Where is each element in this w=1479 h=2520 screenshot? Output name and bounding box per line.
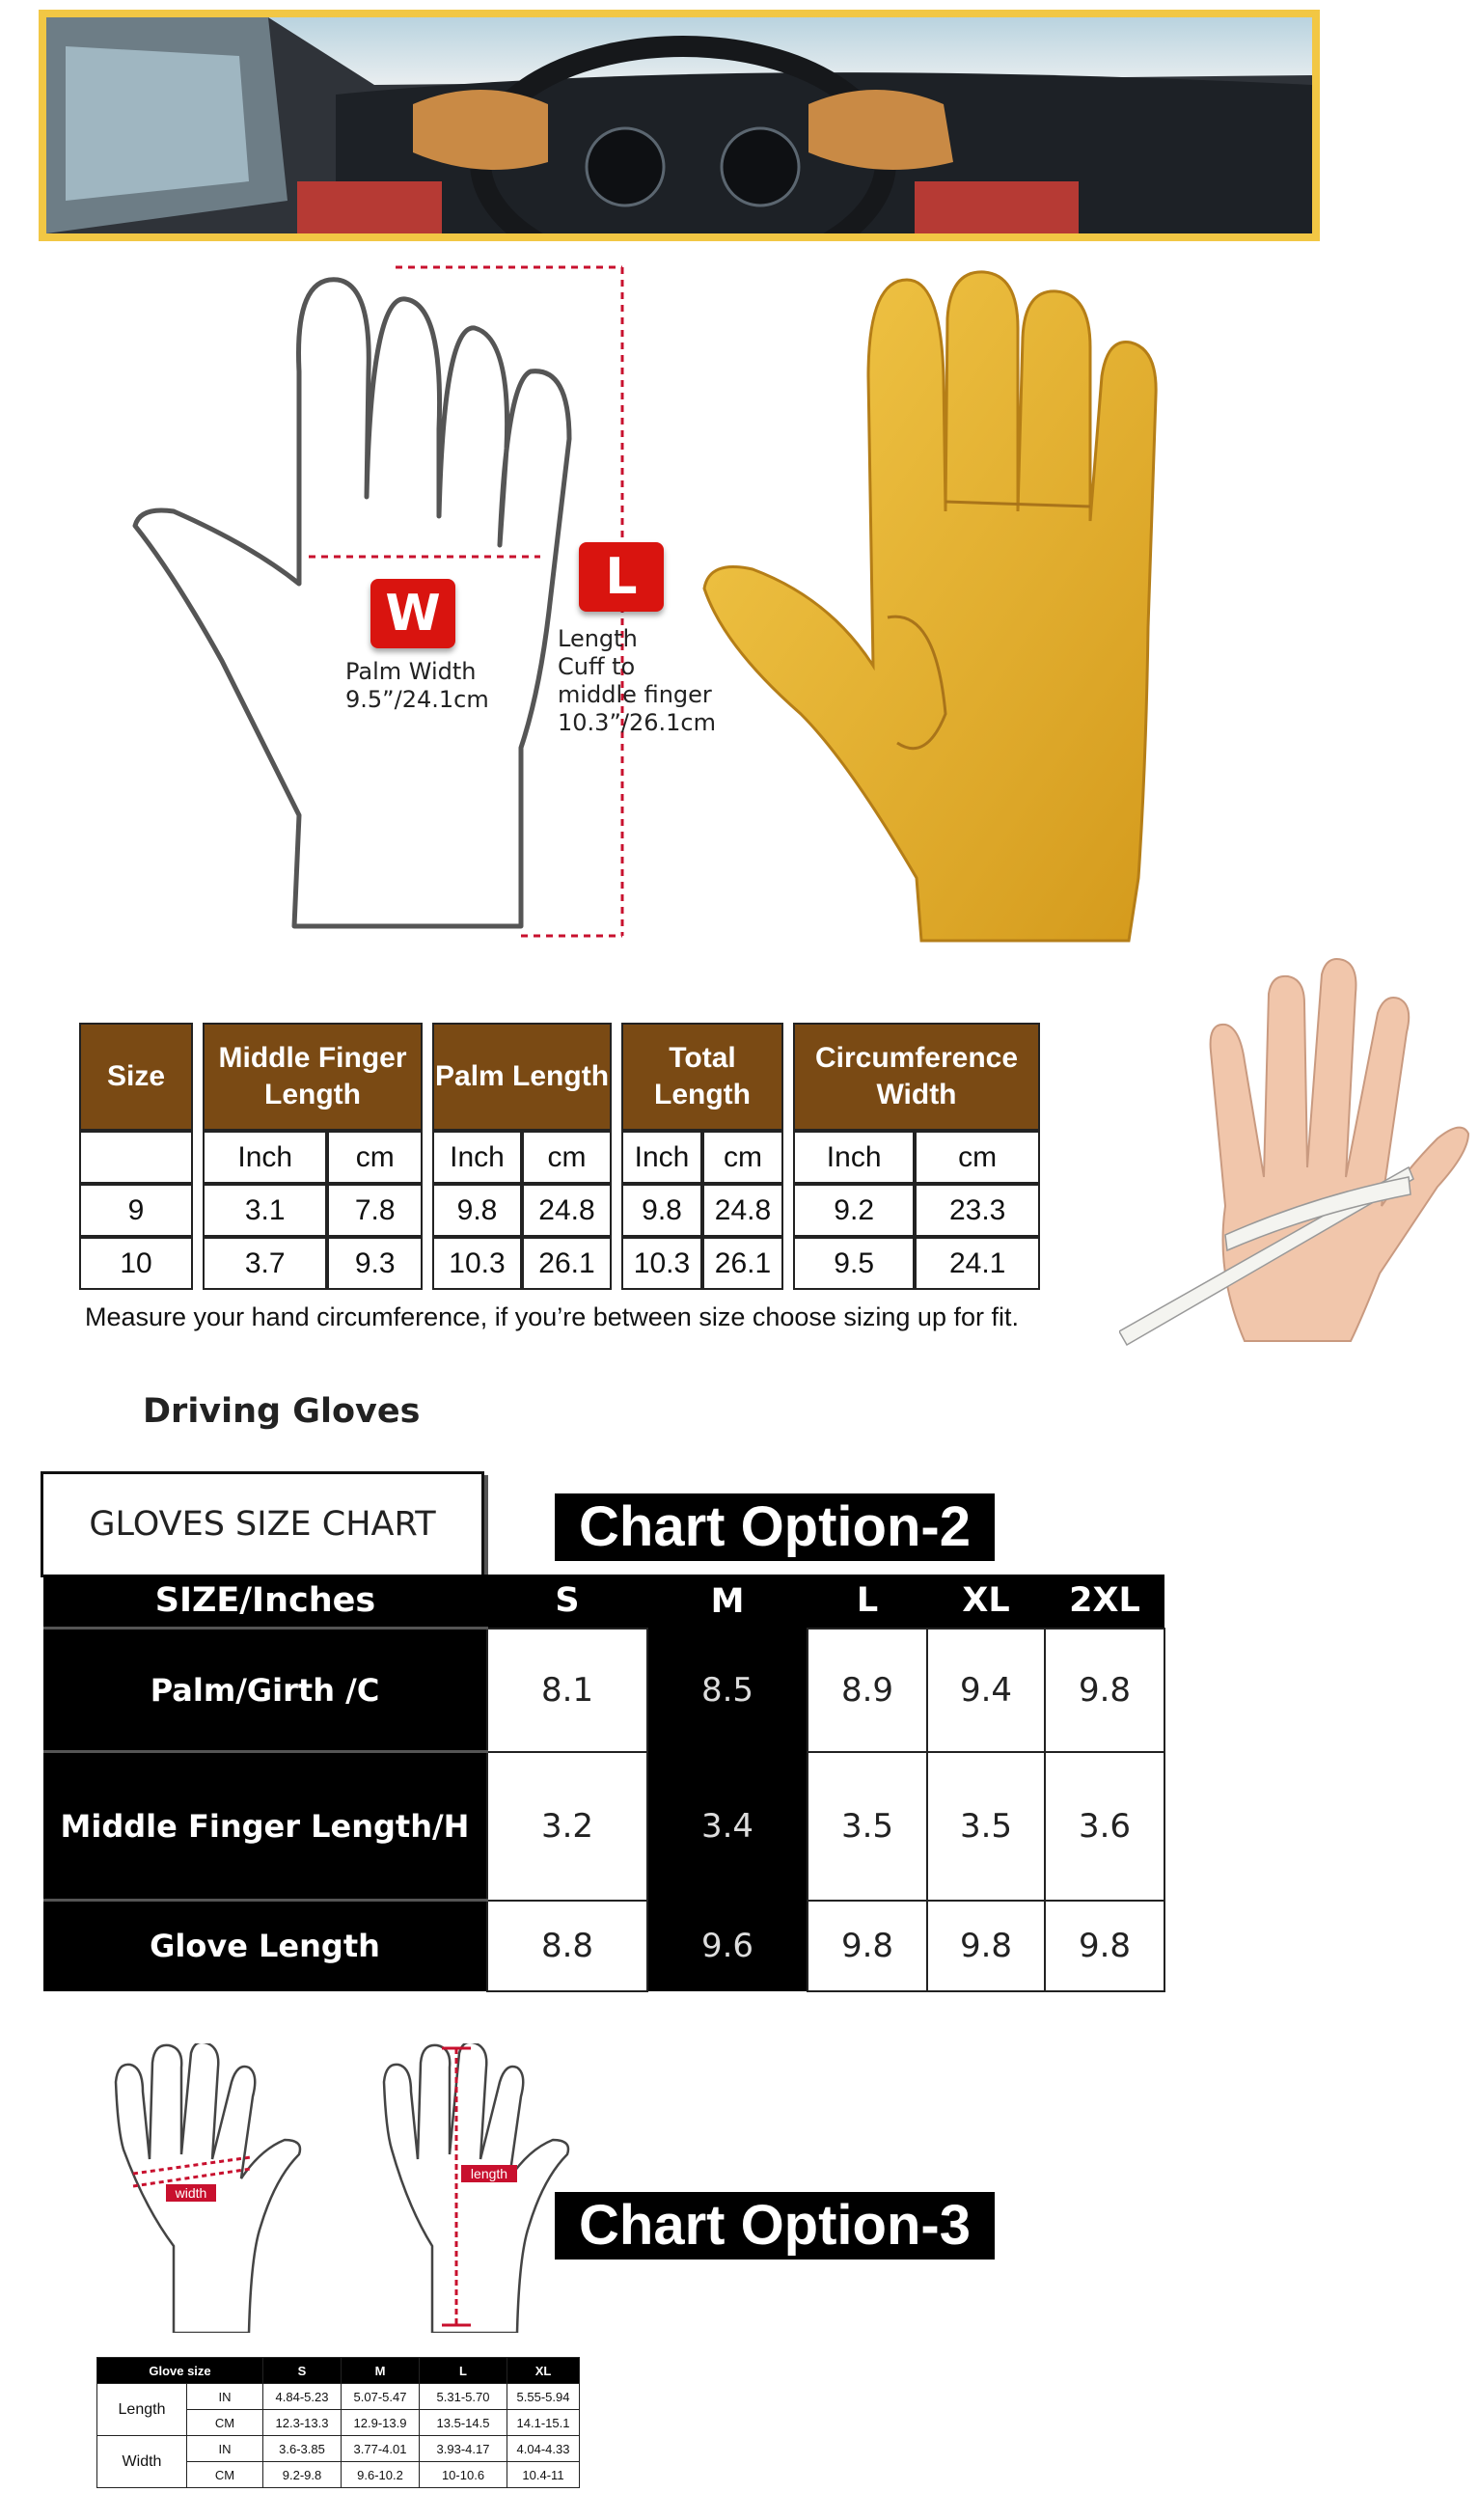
header-glove-size: Glove size [97, 2358, 263, 2384]
group-label-length: Length [97, 2384, 187, 2436]
table-cell: 9.3 [327, 1237, 423, 1290]
driving-scene-illustration [46, 17, 1312, 233]
table-cell: 8.5 [647, 1629, 808, 1752]
table-cell: 8.9 [808, 1629, 927, 1752]
unit-cell: cm [327, 1131, 423, 1184]
table-cell: 9.8 [808, 1901, 927, 1991]
size-chart-1-row-9 [79, 1184, 1040, 1237]
table-cell: 3.77-4.01 [342, 2436, 420, 2462]
table-cell: 3.4 [647, 1752, 808, 1901]
unit-cell: Inch [621, 1131, 702, 1184]
width-badge: W [370, 579, 455, 648]
unit-cell: cm [522, 1131, 612, 1184]
table-cell: 13.5-14.5 [420, 2410, 507, 2436]
table-cell: 5.55-5.94 [507, 2384, 580, 2410]
table-cell: 3.5 [927, 1752, 1045, 1901]
table-cell: 10.3 [621, 1237, 702, 1290]
header-xl: XL [507, 2358, 580, 2384]
table-cell: 4.04-4.33 [507, 2436, 580, 2462]
table-cell: 3.6-3.85 [263, 2436, 342, 2462]
size-chart-3 [96, 2357, 580, 2488]
size-chart-2 [43, 1575, 1165, 1992]
table-cell: 23.3 [915, 1184, 1040, 1237]
table-cell: 12.9-13.9 [342, 2410, 420, 2436]
header-s: S [263, 2358, 342, 2384]
hand-length-diagram [374, 2043, 587, 2333]
table-cell: 14.1-15.1 [507, 2410, 580, 2436]
group-label-width: Width [97, 2436, 187, 2488]
header-xl: XL [927, 1575, 1045, 1629]
table-cell: 5.31-5.70 [420, 2384, 507, 2410]
row-glove-length [43, 1901, 1164, 1991]
table-cell: 9.8 [621, 1184, 702, 1237]
size-chart-1-unit-row [79, 1131, 1040, 1184]
row-middle-finger-length [43, 1752, 1164, 1901]
row-label: Palm/Girth /C [43, 1629, 487, 1752]
length-desc-2: middle finger [558, 681, 712, 708]
table-cell: 8.1 [487, 1629, 647, 1752]
table-cell: 9.6 [647, 1901, 808, 1991]
header-middle-finger-length: Middle Finger Length [203, 1023, 423, 1131]
table-cell: 9.8 [1045, 1629, 1164, 1752]
unit-label: CM [187, 2410, 263, 2436]
table-cell: 9.4 [927, 1629, 1045, 1752]
size-chart-1-row-10 [79, 1237, 1040, 1290]
header-2xl: 2XL [1045, 1575, 1164, 1629]
unit-cell: cm [702, 1131, 783, 1184]
table-cell: 24.8 [702, 1184, 783, 1237]
gloves-size-chart-label: GLOVES SIZE CHART [41, 1471, 484, 1577]
width-tag: width [175, 2185, 207, 2201]
length-badge: L [579, 542, 664, 612]
table-cell: 9.2-9.8 [263, 2462, 342, 2488]
unit-label: IN [187, 2384, 263, 2410]
row-label: Middle Finger Length/H [43, 1752, 487, 1901]
table-cell: 26.1 [522, 1237, 612, 1290]
table-cell: 8.8 [487, 1901, 647, 1991]
header-circumference-width: Circumference Width [793, 1023, 1040, 1131]
table-cell: 7.8 [327, 1184, 423, 1237]
header-l: L [808, 1575, 927, 1629]
row-label: Glove Length [43, 1901, 487, 1991]
table-cell: 12.3-13.3 [263, 2410, 342, 2436]
length-in-row [97, 2384, 580, 2410]
glove-shape [704, 272, 1156, 941]
table-cell: 10.3 [432, 1237, 522, 1290]
table-cell: 3.1 [203, 1184, 327, 1237]
size-chart-2-header-row [43, 1575, 1164, 1629]
table-cell: 24.1 [915, 1237, 1040, 1290]
table-cell: 3.5 [808, 1752, 927, 1901]
header-m: M [647, 1575, 808, 1629]
table-cell: 9.8 [927, 1901, 1045, 1991]
size-chart-3-header-row [97, 2358, 580, 2384]
palm-width-label [345, 658, 489, 714]
unit-cell: Inch [432, 1131, 522, 1184]
table-cell: 9.5 [793, 1237, 915, 1290]
size-chart-1-header-row [79, 1023, 1040, 1131]
yellow-leather-glove-image [685, 260, 1206, 955]
chart-option-3-label: Chart Option-3 [555, 2192, 995, 2260]
section-title: Driving Gloves [143, 1392, 421, 1431]
table-cell: 4.84-5.23 [263, 2384, 342, 2410]
sizing-note: Measure your hand circumference, if you’re between size choose sizing up for fit. [85, 1302, 1019, 1331]
header-l: L [420, 2358, 507, 2384]
hand-outline [135, 280, 569, 926]
header-palm-length: Palm Length [432, 1023, 612, 1131]
table-cell: 9.2 [793, 1184, 915, 1237]
unit-cell: cm [915, 1131, 1040, 1184]
length-desc-1: Cuff to [558, 653, 636, 680]
header-m: M [342, 2358, 420, 2384]
palm-width-title: Palm Width [345, 658, 477, 685]
header-size: Size [79, 1023, 193, 1131]
unit-cell: Inch [203, 1131, 327, 1184]
chart-option-2-label: Chart Option-2 [555, 1493, 995, 1561]
hero-banner-photo [39, 10, 1320, 241]
header-total-length: Total Length [621, 1023, 783, 1131]
row-palm-girth [43, 1629, 1164, 1752]
header-s: S [487, 1575, 647, 1629]
table-cell: 3.93-4.17 [420, 2436, 507, 2462]
length-value: 10.3”/26.1cm [558, 709, 716, 736]
unit-label: CM [187, 2462, 263, 2488]
hand-measuring-tape-image [1119, 955, 1476, 1351]
unit-cell: Inch [793, 1131, 915, 1184]
table-cell: 9.6-10.2 [342, 2462, 420, 2488]
table-cell: 10.4-11 [507, 2462, 580, 2488]
unit-cell [79, 1131, 193, 1184]
size-chart-1 [79, 1023, 1040, 1290]
table-cell: 10-10.6 [420, 2462, 507, 2488]
length-title: Length [558, 625, 638, 652]
open-hand [1211, 959, 1468, 1341]
table-cell: 3.7 [203, 1237, 327, 1290]
table-cell: 3.2 [487, 1752, 647, 1901]
table-cell: 5.07-5.47 [342, 2384, 420, 2410]
table-cell: 24.8 [522, 1184, 612, 1237]
table-cell: 9.8 [1045, 1901, 1164, 1991]
table-cell: 9.8 [432, 1184, 522, 1237]
length-tag: length [470, 2166, 508, 2181]
width-in-row [97, 2436, 580, 2462]
table-cell: 10 [79, 1237, 193, 1290]
table-cell: 9 [79, 1184, 193, 1237]
palm-width-value: 9.5”/24.1cm [345, 686, 489, 713]
unit-label: IN [187, 2436, 263, 2462]
header-size-inches: SIZE/Inches [43, 1575, 487, 1629]
table-cell: 26.1 [702, 1237, 783, 1290]
table-cell: 3.6 [1045, 1752, 1164, 1901]
